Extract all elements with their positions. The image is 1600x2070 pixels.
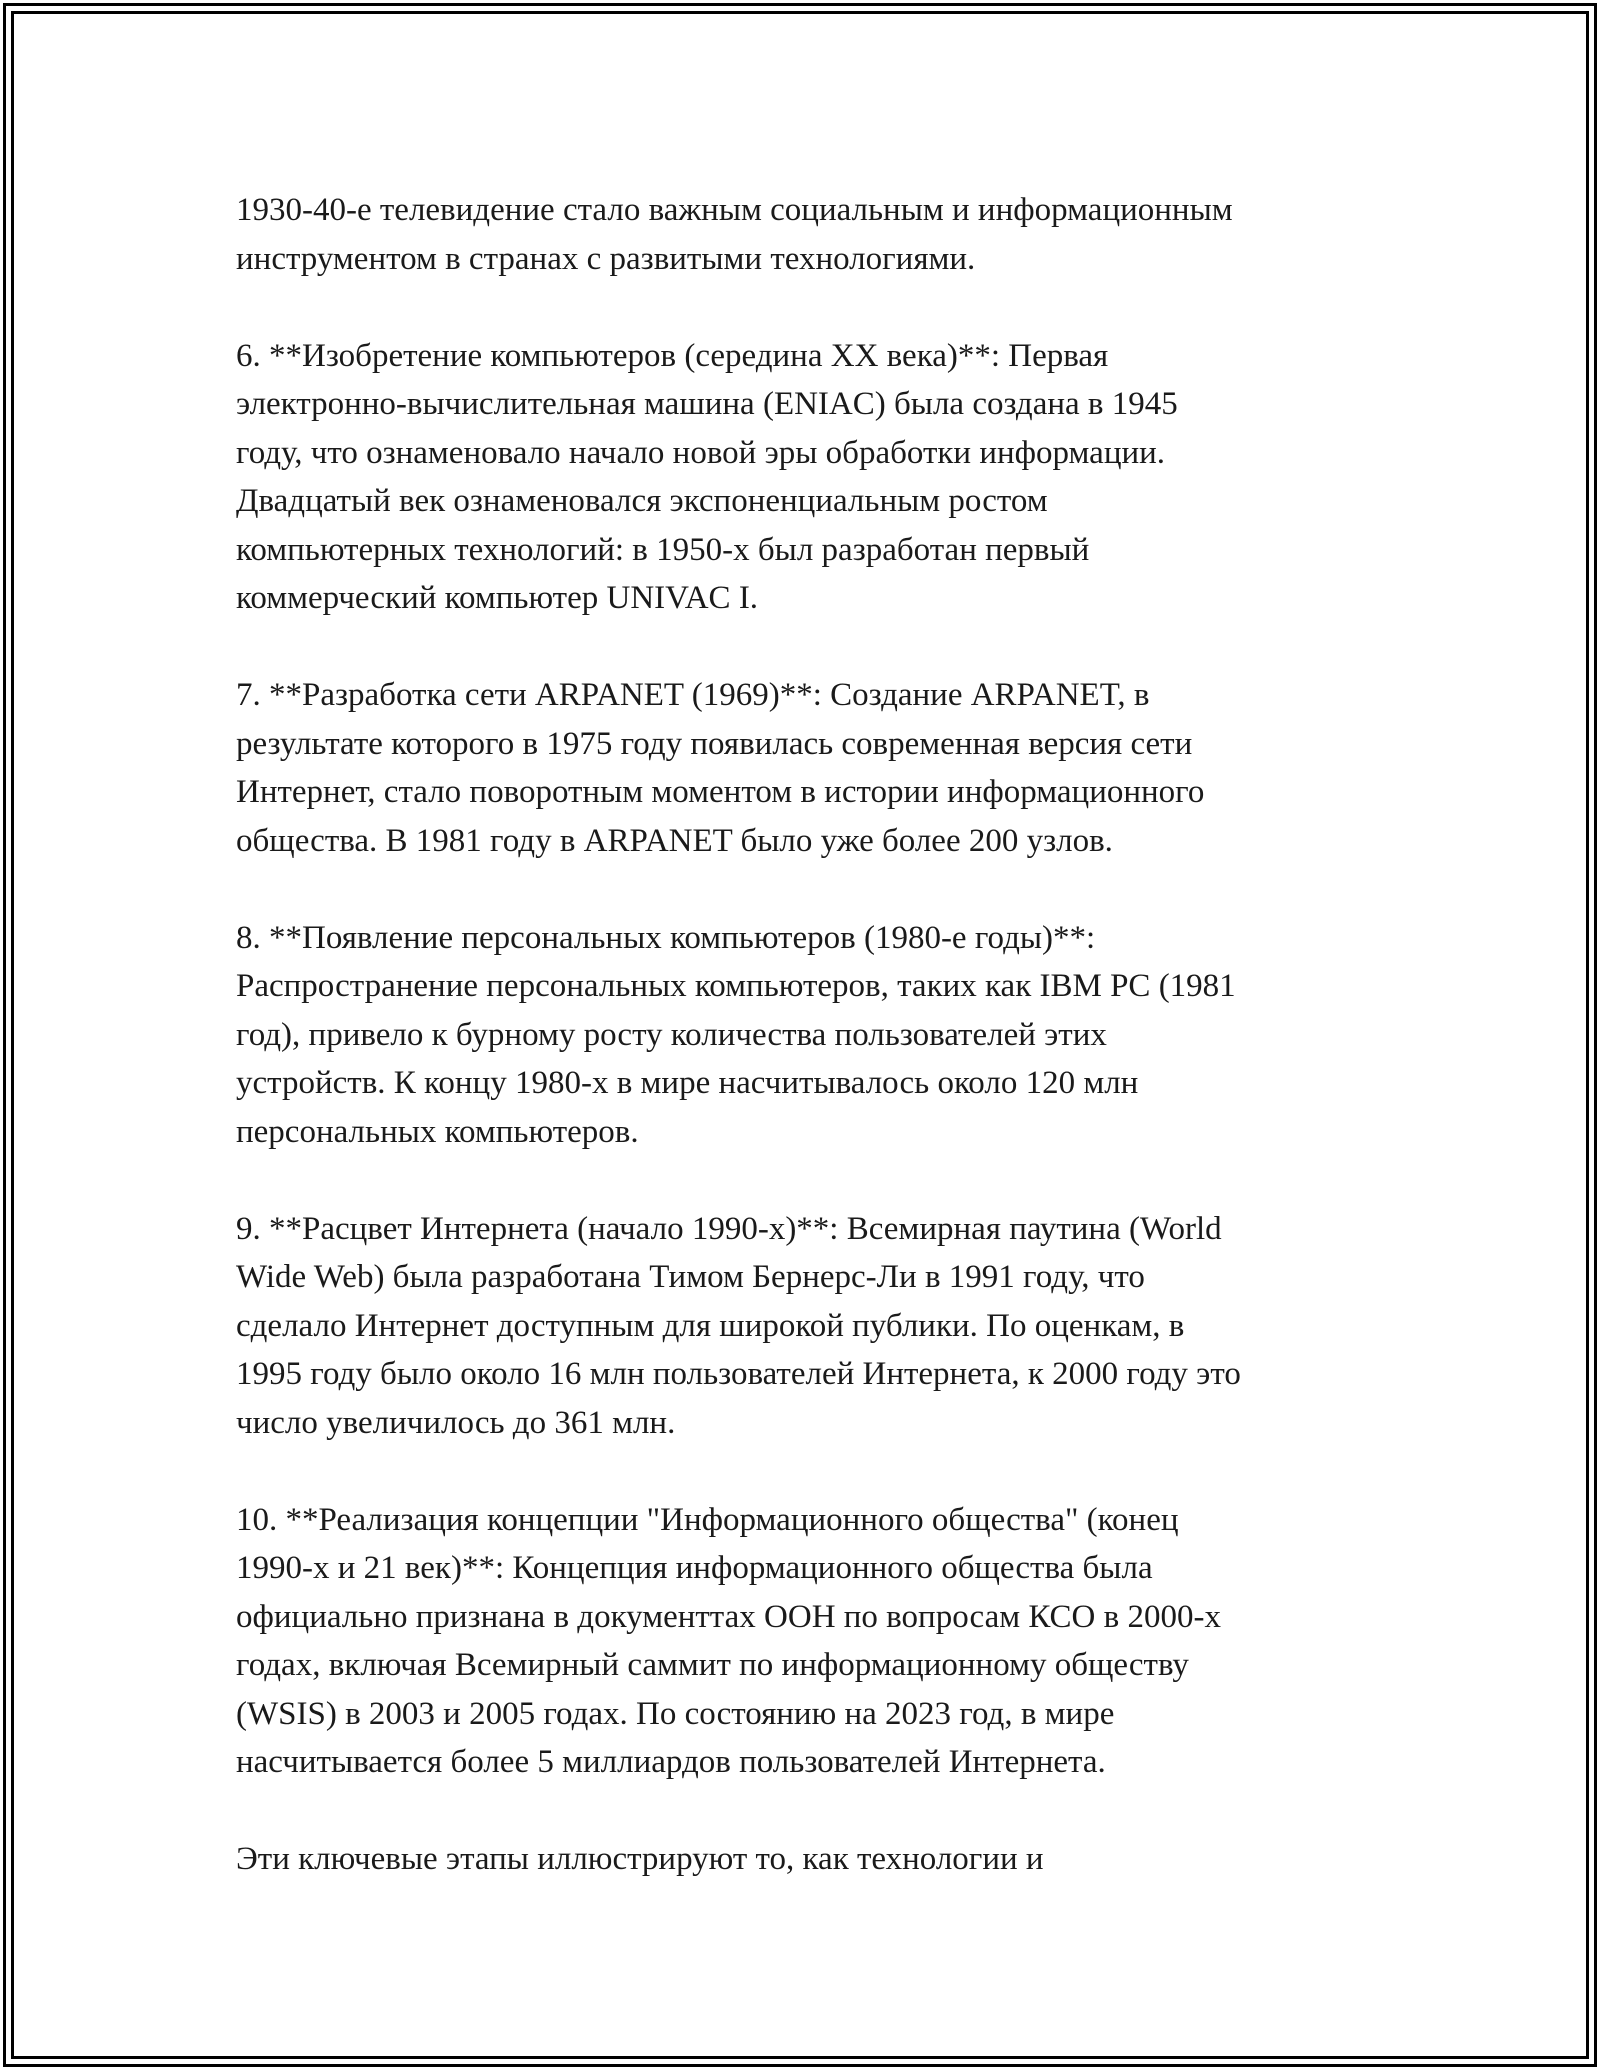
paragraph-item-7-arpanet: 7. **Разработка сети ARPANET (1969)**: Создание ARPANET, в результате которого в 1975 году появилась современная версия сети Интернет, стало поворотным моментом в истории информационного общества. В 1981 году в ARPANET было уже более 200 узлов.: [236, 677, 1205, 859]
paragraph-item-9-internet: 9. **Расцвет Интернета (начало 1990-х)**: Всемирная паутина (World Wide Web) была разработана Тимом Бернерс-Ли в 1991 году, что сделало Интернет доступным для широкой публики. По оценкам, в 1995 году было около 16 млн пользователей Интернета, к 2000 году это число увеличилось до 361 млн.: [236, 1210, 1241, 1441]
paragraph-television-continuation: 1930-40-е телевидение стало важным социальным и информационным инструментом в странах с развитыми технологиями.: [236, 192, 1233, 277]
paragraph-item-10-information-society: 10. **Реализация концепции "Информационного общества" (конец 1990-х и 21 век)**: Концепция информационного общества была официально признана в документтах ООН по вопросам КСО в 2000-х годах, включая Всемирный саммит по информационному обществу (WSIS) в 2003 и 2005 годах. По состоянию на 2023 год, в мире насчитывается более 5 миллиардов пользователей Интернета.: [236, 1501, 1221, 1780]
document-body: [236, 186, 1386, 1932]
paragraph-item-8-personal-computers: 8. **Появление персональных компьютеров (1980-е годы)**: Распространение персональных компьютеров, таких как IBM PC (1981 год), привело к бурному росту количества пользователей этих устройств. К концу 1980-х в мире насчитывалось около 120 млн персональных компьютеров.: [236, 919, 1236, 1150]
paragraph-item-6-computers: 6. **Изобретение компьютеров (середина XX века)**: Первая электронно-вычислительная машина (ENIAC) была создана в 1945 году, что ознаменовало начало новой эры обработки информации. Двадцатый век ознаменовался экспоненциальным ростом компьютерных технологий: в 1950-х был разработан первый коммерческий компьютер UNIVAC I.: [236, 337, 1178, 616]
paragraph-conclusion-start: Эти ключевые этапы иллюстрируют то, как технологии и: [236, 1841, 1044, 1877]
